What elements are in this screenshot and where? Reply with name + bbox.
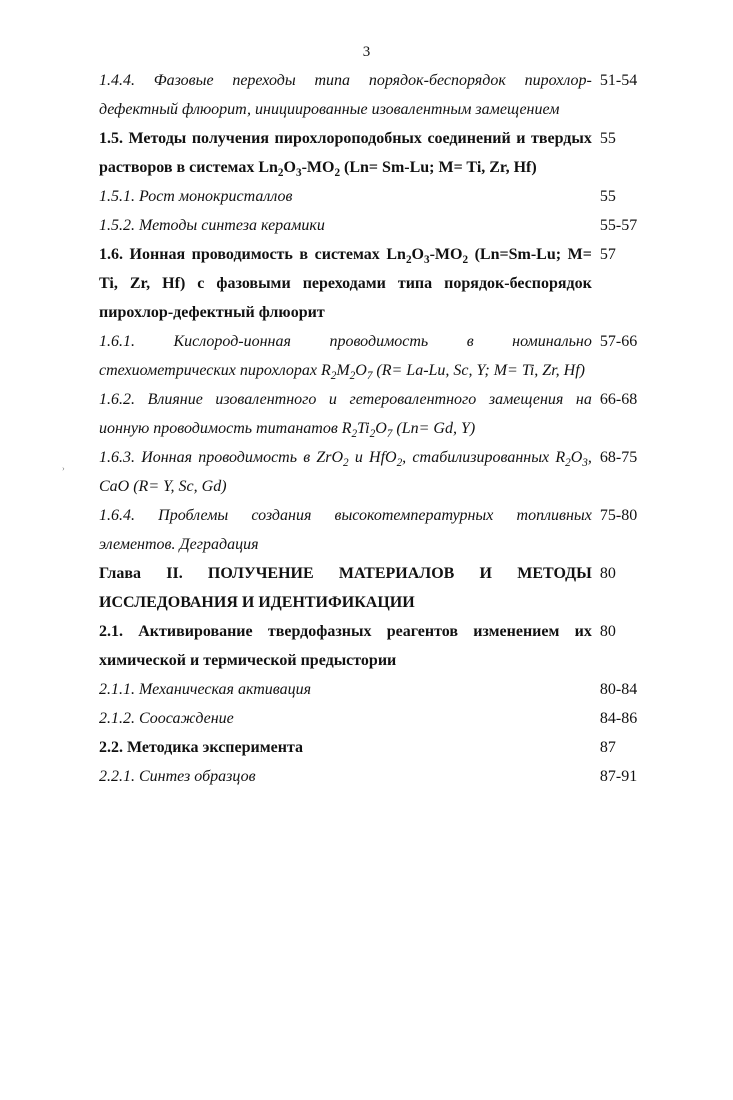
toc-entry-pages: 57-66 <box>599 333 638 350</box>
toc-entry-title: 2.2. Методика эксперимента <box>99 739 304 756</box>
toc-entry-1-6-3[interactable] <box>99 443 659 501</box>
toc-entry-1-5-2[interactable] <box>99 211 659 240</box>
page-number: 3 <box>362 44 371 60</box>
toc-entry-title: 1.5. Методы получения пирохлороподобных соединений и твердых растворов в системах $Ln_2O_3-MO_2$ (Ln= Sm-Lu; M= Ti, Zr, Hf) <box>99 130 592 180</box>
toc-entry-pages: 57 <box>599 246 616 263</box>
toc-entry-title: 1.4.4. Фазовые переходы типа порядок-беспорядок пирохлор-дефектный флюорит, инициированные изовалентным замещением <box>99 72 592 118</box>
toc-entry-pages: 87-91 <box>599 768 638 785</box>
toc-entry-title: 1.6.4. Проблемы создания высокотемпературных топливных элементов. Деградация <box>99 507 592 553</box>
toc-entry-title: 2.1.1. Механическая активация <box>99 681 312 698</box>
toc-entry-title: 2.1.2. Соосаждение <box>99 710 234 727</box>
toc-entry-title: 1.6. Ионная проводимость в системах $Ln_2O_3-MO_2$ (Ln=Sm-Lu; M= Ti, Zr, Hf) с фазовыми переходами типа порядок-беспорядок пирохлор-дефектный флюорит <box>99 246 592 321</box>
toc-entry-title: 1.6.2. Влияние изовалентного и гетеровалентного замещения на ионную проводимость титанатов $R_2Ti_2O_7$ (Ln= Gd, Y) <box>99 391 592 441</box>
toc-entry-1-4-4[interactable] <box>99 66 659 124</box>
toc-entry-pages: 80 <box>599 623 616 640</box>
toc-entry-pages: 80 <box>599 565 616 582</box>
toc-entry-chapter-2[interactable] <box>99 559 659 617</box>
toc-entry-2-1-2[interactable] <box>99 704 659 733</box>
toc-entry-2-1[interactable] <box>99 617 659 675</box>
toc-entry-1-5-1[interactable] <box>99 182 659 211</box>
toc-entry-2-1-1[interactable] <box>99 675 659 704</box>
toc-entry-1-6[interactable] <box>99 240 659 327</box>
toc-entry-pages: 80-84 <box>599 681 638 698</box>
toc-entry-title: Глава II. ПОЛУЧЕНИЕ МАТЕРИАЛОВ И МЕТОДЫ ИССЛЕДОВАНИЯ И ИДЕНТИФИКАЦИИ <box>99 565 592 611</box>
toc-entry-1-6-4[interactable] <box>99 501 659 559</box>
toc-entry-pages: 87 <box>599 739 616 756</box>
toc-entry-pages: 84-86 <box>599 710 638 727</box>
toc-entry-pages: 68-75 <box>599 449 638 466</box>
toc-entry-2-2[interactable] <box>99 733 659 762</box>
toc-entry-pages: 75-80 <box>599 507 638 524</box>
toc-entry-pages: 66-68 <box>599 391 638 408</box>
toc-entry-pages: 51-54 <box>599 72 638 89</box>
toc-entry-title: 2.1. Активирование твердофазных реагентов изменением их химической и термической предыстории <box>99 623 592 669</box>
toc-entry-title: 1.6.1. Кислород-ионная проводимость в номинально стехиометрических пирохлорах $R_2M_2O_7$ (R= La-Lu, Sc, Y; M= Ti, Zr, Hf) <box>99 333 592 383</box>
toc-entry-1-6-1[interactable] <box>99 327 659 385</box>
toc-entry-2-2-1[interactable] <box>99 762 659 791</box>
toc-entry-pages: 55 <box>599 188 616 205</box>
toc-entry-title: 1.5.1. Рост монокристаллов <box>99 188 293 205</box>
toc-entry-pages: 55-57 <box>599 217 638 234</box>
table-of-contents <box>99 66 659 791</box>
toc-entry-title: 2.2.1. Синтез образцов <box>99 768 256 785</box>
toc-entry-pages: 55 <box>599 130 616 147</box>
toc-entry-title: 1.5.2. Методы синтеза керамики <box>99 217 325 234</box>
toc-entry-title: 1.6.3. Ионная проводимость в ZrO$_2$ и HfO$_2$, стабилизированных $R_2O_3$, CaO (R= Y, Sc, Gd) <box>99 449 592 495</box>
toc-entry-1-5[interactable] <box>99 124 659 182</box>
toc-entry-1-6-2[interactable] <box>99 385 659 443</box>
margin-mark: › <box>62 464 65 473</box>
